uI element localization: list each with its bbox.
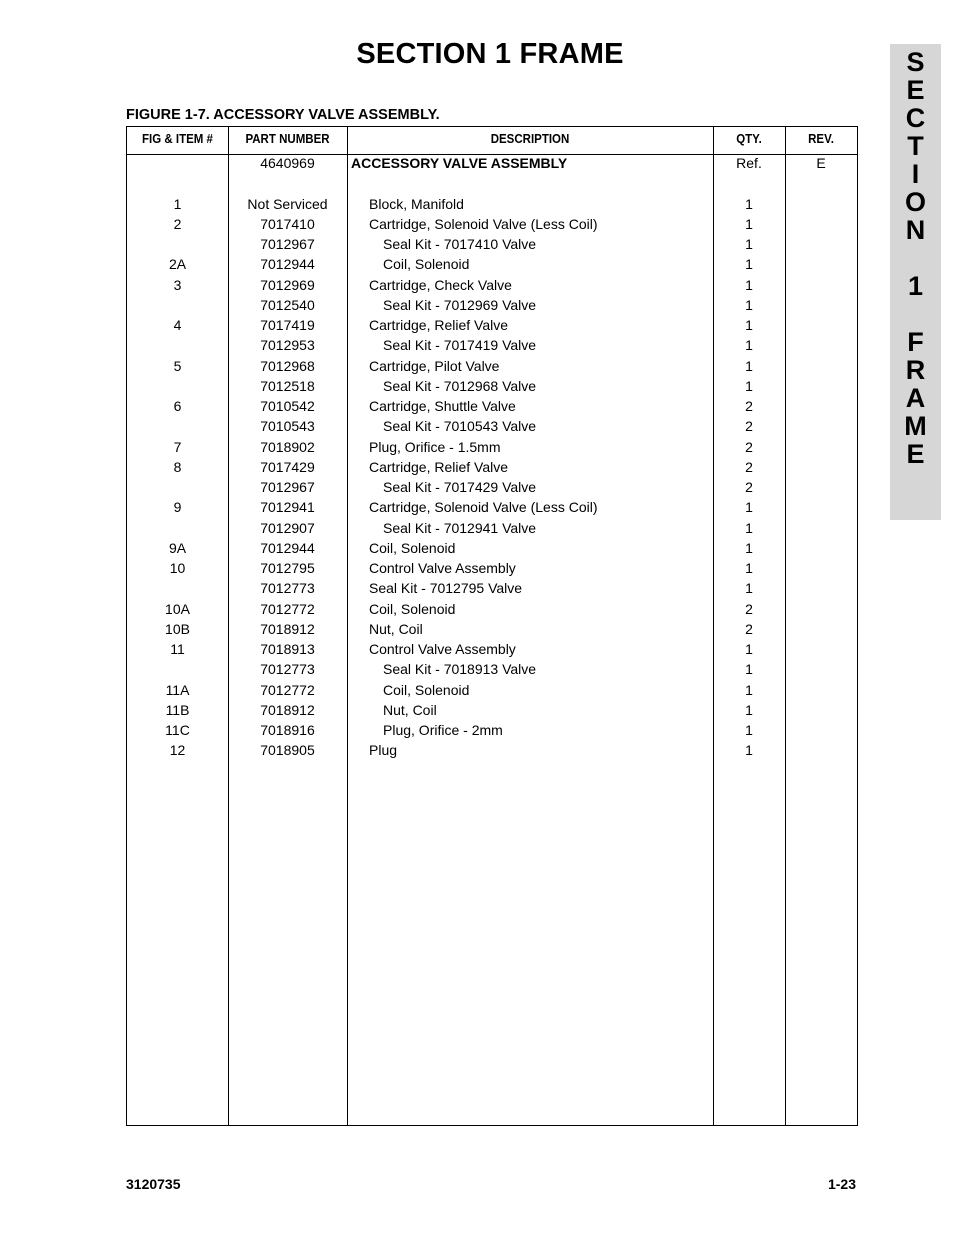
- qty-cell: 1: [745, 377, 753, 394]
- table-row: [127, 660, 857, 680]
- description-cell: Seal Kit - 7018913 Valve: [383, 661, 537, 678]
- table-row: [127, 640, 857, 660]
- description-cell: Block, Manifold: [369, 195, 464, 212]
- fig-item-cell: 2: [173, 215, 182, 232]
- header-part-number: PART NUMBER: [245, 132, 330, 146]
- part-number-cell: 7017429: [260, 458, 315, 475]
- qty-cell: 2: [745, 458, 753, 475]
- description-cell: Control Valve Assembly: [369, 641, 516, 657]
- description-cell: Plug, Orifice - 1.5mm: [369, 438, 501, 455]
- section-tab-letter: N: [905, 215, 926, 245]
- table-row: [127, 741, 857, 761]
- part-number-cell: 7012773: [260, 661, 315, 678]
- qty-cell: 1: [745, 539, 753, 556]
- section-tab-letter: I: [911, 159, 920, 189]
- table-row: [127, 357, 857, 377]
- rev-cell: E: [816, 155, 826, 171]
- section-tab-letter: S: [906, 47, 925, 77]
- table-row: [127, 235, 857, 255]
- table-row: [127, 255, 857, 275]
- part-number-cell: 7017410: [260, 215, 315, 232]
- qty-cell: 1: [745, 236, 753, 252]
- description-cell: Nut, Coil: [369, 620, 423, 637]
- table-row: [127, 377, 857, 397]
- fig-item-cell: 9A: [168, 539, 187, 556]
- fig-item-cell: 3: [173, 276, 182, 293]
- description-cell: Coil, Solenoid: [383, 256, 470, 273]
- qty-cell: 1: [745, 661, 753, 678]
- qty-cell: 1: [745, 296, 753, 313]
- qty-cell: 1: [745, 560, 753, 576]
- description-cell: Plug: [369, 742, 398, 759]
- qty-cell: 1: [745, 337, 753, 354]
- description-cell: Cartridge, Solenoid Valve (Less Coil): [369, 215, 598, 232]
- part-number-cell: 7012773: [260, 580, 315, 597]
- part-number-cell: 7012944: [260, 256, 315, 273]
- table-row: [127, 579, 857, 599]
- description-cell: Seal Kit - 7010543 Valve: [383, 418, 537, 435]
- table-header-row: [127, 127, 857, 155]
- figure-caption: FIGURE 1-7. ACCESSORY VALVE ASSEMBLY.: [126, 107, 440, 123]
- table-row: [127, 559, 857, 579]
- table-row: [127, 498, 857, 518]
- table-row: [127, 174, 857, 194]
- section-tab-letter: T: [907, 131, 924, 161]
- table-row: [127, 195, 857, 215]
- qty-cell: 1: [745, 256, 753, 273]
- section-tab-letter: M: [904, 411, 927, 441]
- part-number-cell: 7012772: [260, 681, 315, 698]
- description-cell: Cartridge, Relief Valve: [369, 317, 509, 333]
- qty-cell: Ref.: [736, 155, 762, 171]
- description-cell: Cartridge, Pilot Valve: [369, 357, 500, 374]
- table-row: [127, 154, 857, 174]
- part-number-cell: 7012795: [260, 560, 315, 576]
- section-tab-letter: E: [906, 439, 925, 469]
- section-tab-letter: [890, 300, 941, 328]
- header-qty: QTY.: [736, 132, 762, 146]
- header-description: DESCRIPTION: [490, 132, 570, 146]
- part-number-cell: 7012518: [260, 377, 315, 394]
- description-cell: Seal Kit - 7012969 Valve: [383, 296, 537, 313]
- table-row: [127, 701, 857, 721]
- section-tab-letter: C: [905, 103, 926, 133]
- description-cell: Nut, Coil: [383, 701, 437, 718]
- description-cell: Seal Kit - 7012795 Valve: [369, 580, 523, 597]
- table-row: [127, 681, 857, 701]
- part-number-cell: 7012967: [260, 236, 315, 252]
- table-row: [127, 438, 857, 458]
- part-number-cell: 7018916: [260, 722, 315, 738]
- description-cell: Seal Kit - 7017410 Valve: [383, 236, 537, 252]
- qty-cell: 1: [745, 519, 753, 536]
- table-row: [127, 620, 857, 640]
- part-number-cell: 7018905: [260, 742, 315, 759]
- part-number-cell: 7012941: [260, 499, 315, 516]
- description-cell: Cartridge, Check Valve: [369, 276, 512, 293]
- section-tab-letter: 1: [907, 271, 924, 301]
- qty-cell: 1: [745, 195, 753, 212]
- qty-cell: 2: [745, 600, 753, 617]
- qty-cell: 1: [745, 641, 753, 657]
- fig-item-cell: 9: [173, 499, 182, 516]
- qty-cell: 1: [745, 276, 753, 293]
- table-row: [127, 600, 857, 620]
- description-cell: Cartridge, Solenoid Valve (Less Coil): [369, 499, 598, 516]
- description-cell: Seal Kit - 7017419 Valve: [383, 337, 537, 354]
- qty-cell: 1: [745, 580, 753, 597]
- qty-cell: 2: [745, 418, 753, 435]
- description-cell: Cartridge, Relief Valve: [369, 458, 509, 475]
- fig-item-cell: 5: [173, 357, 182, 374]
- section-side-tab: [890, 44, 941, 520]
- table-row: [127, 417, 857, 437]
- part-number-cell: 7012944: [260, 539, 315, 556]
- fig-item-cell: 11: [170, 641, 185, 657]
- part-number-cell: 7018902: [260, 438, 315, 455]
- fig-item-cell: 10A: [165, 600, 190, 617]
- section-tab-letter: A: [905, 383, 926, 413]
- part-number-cell: 7012968: [260, 357, 315, 374]
- description-cell: Coil, Solenoid: [369, 539, 456, 556]
- table-row: [127, 519, 857, 539]
- description-cell: ACCESSORY VALVE ASSEMBLY: [351, 155, 568, 171]
- qty-cell: 2: [745, 398, 753, 414]
- header-fig-item: FIG & ITEM #: [142, 132, 213, 146]
- table-row: [127, 296, 857, 316]
- qty-cell: 1: [745, 722, 753, 738]
- description-cell: Control Valve Assembly: [369, 560, 516, 576]
- fig-item-cell: 12: [169, 742, 186, 759]
- section-tab-letter: [890, 244, 941, 272]
- qty-cell: 1: [745, 701, 753, 718]
- qty-cell: 1: [745, 357, 753, 374]
- qty-cell: 2: [745, 620, 753, 637]
- description-cell: Coil, Solenoid: [383, 681, 470, 698]
- header-rev: REV.: [808, 132, 834, 146]
- fig-item-cell: 11B: [165, 701, 190, 718]
- fig-item-cell: 6: [173, 398, 182, 414]
- fig-item-cell: 7: [173, 438, 182, 455]
- part-number-cell: 7017419: [260, 317, 315, 333]
- table-row: [127, 458, 857, 478]
- table-row: [127, 539, 857, 559]
- table-row: [127, 721, 857, 741]
- document-number: 3120735: [126, 1176, 181, 1192]
- description-cell: Seal Kit - 7012968 Valve: [383, 377, 537, 394]
- section-tab-letter: O: [904, 187, 926, 217]
- section-tab-letter: R: [905, 355, 926, 385]
- part-number-cell: 7018913: [260, 641, 315, 657]
- description-cell: Cartridge, Shuttle Valve: [369, 398, 516, 414]
- description-cell: Plug, Orifice - 2mm: [383, 722, 503, 738]
- table-row: [127, 215, 857, 235]
- fig-item-cell: 8: [173, 458, 182, 475]
- fig-item-cell: 11C: [165, 722, 190, 738]
- table-row: [127, 276, 857, 296]
- part-number-cell: 7012907: [260, 519, 315, 536]
- qty-cell: 1: [745, 742, 753, 759]
- parts-table: [126, 126, 858, 1126]
- part-number-cell: 7012953: [260, 337, 315, 354]
- fig-item-cell: 10B: [165, 620, 190, 637]
- fig-item-cell: 10: [169, 560, 186, 576]
- qty-cell: 1: [745, 681, 753, 698]
- fig-item-cell: 4: [173, 317, 182, 333]
- page-number: 1-23: [827, 1176, 856, 1192]
- part-number-cell: 7012969: [260, 276, 315, 293]
- qty-cell: 2: [745, 479, 753, 495]
- table-row: [127, 478, 857, 498]
- part-number-cell: 7012540: [260, 296, 315, 313]
- qty-cell: 1: [745, 499, 753, 516]
- part-number-cell: 7010543: [260, 418, 315, 435]
- fig-item-cell: 1: [173, 195, 182, 212]
- description-cell: Seal Kit - 7017429 Valve: [383, 479, 537, 495]
- part-number-cell: 7012967: [260, 479, 315, 495]
- fig-item-cell: 2A: [168, 256, 187, 273]
- part-number-cell: 7018912: [260, 701, 315, 718]
- part-number-cell: 7010542: [260, 398, 315, 414]
- table-row: [127, 397, 857, 417]
- table-row: [127, 336, 857, 356]
- page-title: SECTION 1 FRAME: [356, 38, 624, 70]
- description-cell: Coil, Solenoid: [369, 600, 456, 617]
- fig-item-cell: 11A: [165, 681, 190, 698]
- part-number-cell: 7018912: [260, 620, 315, 637]
- qty-cell: 1: [745, 215, 753, 232]
- section-tab-letter: F: [907, 327, 924, 357]
- description-cell: Seal Kit - 7012941 Valve: [383, 519, 537, 536]
- part-number-cell: Not Serviced: [247, 195, 328, 212]
- section-tab-letter: E: [906, 75, 925, 105]
- part-number-cell: 7012772: [260, 600, 315, 617]
- part-number-cell: 4640969: [260, 155, 315, 171]
- qty-cell: 1: [745, 317, 753, 333]
- section-tab-letters: [890, 48, 941, 468]
- qty-cell: 2: [745, 438, 753, 455]
- table-row: [127, 316, 857, 336]
